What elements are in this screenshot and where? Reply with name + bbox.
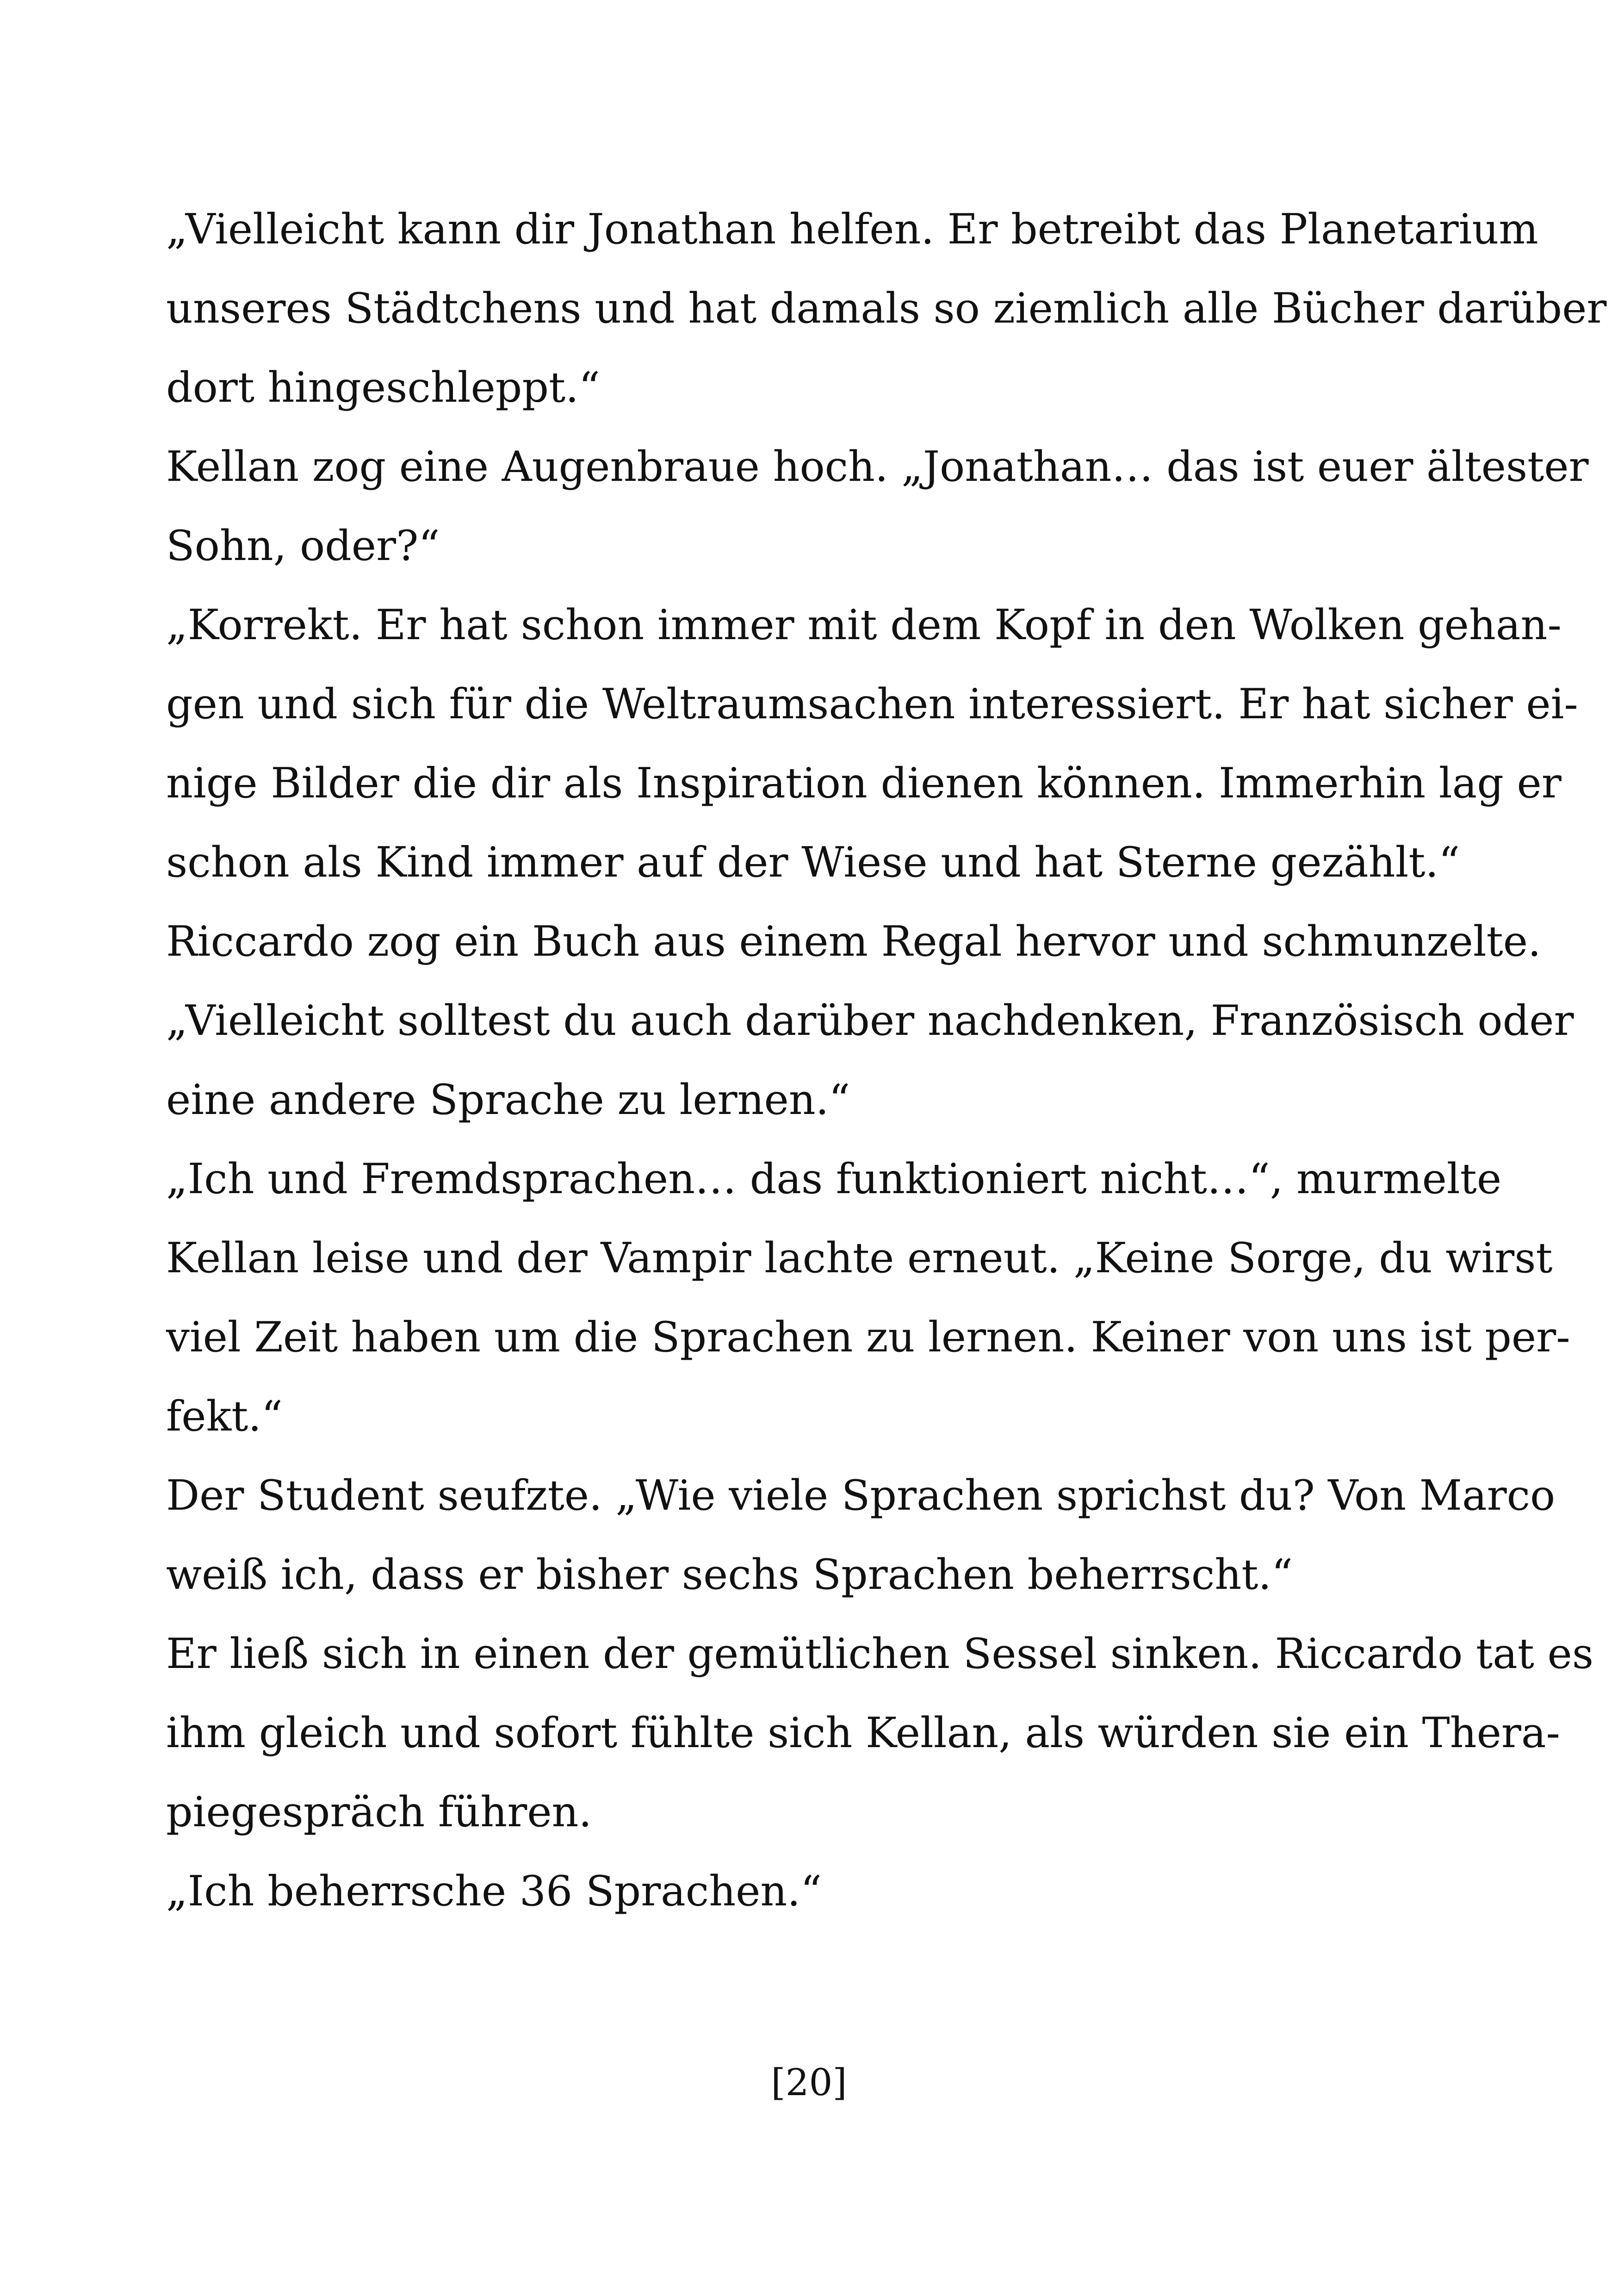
text-line: „Korrekt. Er hat schon immer mit dem Kopf in den Wolken gehan- <box>166 601 1562 649</box>
page-number: [20] <box>771 2061 847 2104</box>
text-line: piegespräch führen. <box>166 1788 592 1836</box>
text-line: ihm gleich und sofort fühlte sich Kellan, als würden sie ein Thera- <box>166 1709 1560 1757</box>
text-line: schon als Kind immer auf der Wiese und hat Sterne gezählt.“ <box>166 838 1460 887</box>
text-line: Riccardo zog ein Buch aus einem Regal hervor und schmunzelte. <box>166 917 1541 966</box>
body-text <box>166 190 1607 1931</box>
text-line: unseres Städtchens und hat damals so ziemlich alle Bücher darüber <box>166 284 1607 333</box>
text-line: fekt.“ <box>166 1392 283 1441</box>
text-line: Kellan leise und der Vampir lachte erneut. „Keine Sorge, du wirst <box>166 1234 1553 1282</box>
text-line: „Vielleicht solltest du auch darüber nachdenken, Französisch oder <box>166 996 1574 1045</box>
text-line: Der Student seufzte. „Wie viele Sprachen sprichst du? Von Marco <box>166 1471 1556 1520</box>
text-line: „Ich und Fremdsprachen… das funktioniert nicht…“, murmelte <box>166 1155 1502 1203</box>
text-line: Er ließ sich in einen der gemütlichen Sessel sinken. Riccardo tat es <box>166 1630 1594 1678</box>
text-line: gen und sich für die Weltraumsachen interessiert. Er hat sicher ei- <box>166 680 1578 728</box>
text-line: nige Bilder die dir als Inspiration dienen können. Immerhin lag er <box>166 759 1562 808</box>
text-line: weiß ich, dass er bisher sechs Sprachen beherrscht.“ <box>166 1550 1293 1599</box>
text-line: Kellan zog eine Augenbraue hoch. „Jonathan… das ist euer ältester <box>166 442 1589 491</box>
text-line: eine andere Sprache zu lernen.“ <box>166 1076 850 1124</box>
text-line: viel Zeit haben um die Sprachen zu lernen. Keiner von uns ist per- <box>166 1313 1570 1362</box>
text-line: „Vielleicht kann dir Jonathan helfen. Er betreibt das Planetarium <box>166 205 1538 254</box>
text-line: dort hingeschleppt.“ <box>166 363 600 412</box>
text-line: Sohn, oder?“ <box>166 522 440 570</box>
text-line: „Ich beherrsche 36 Sprachen.“ <box>166 1867 822 1916</box>
